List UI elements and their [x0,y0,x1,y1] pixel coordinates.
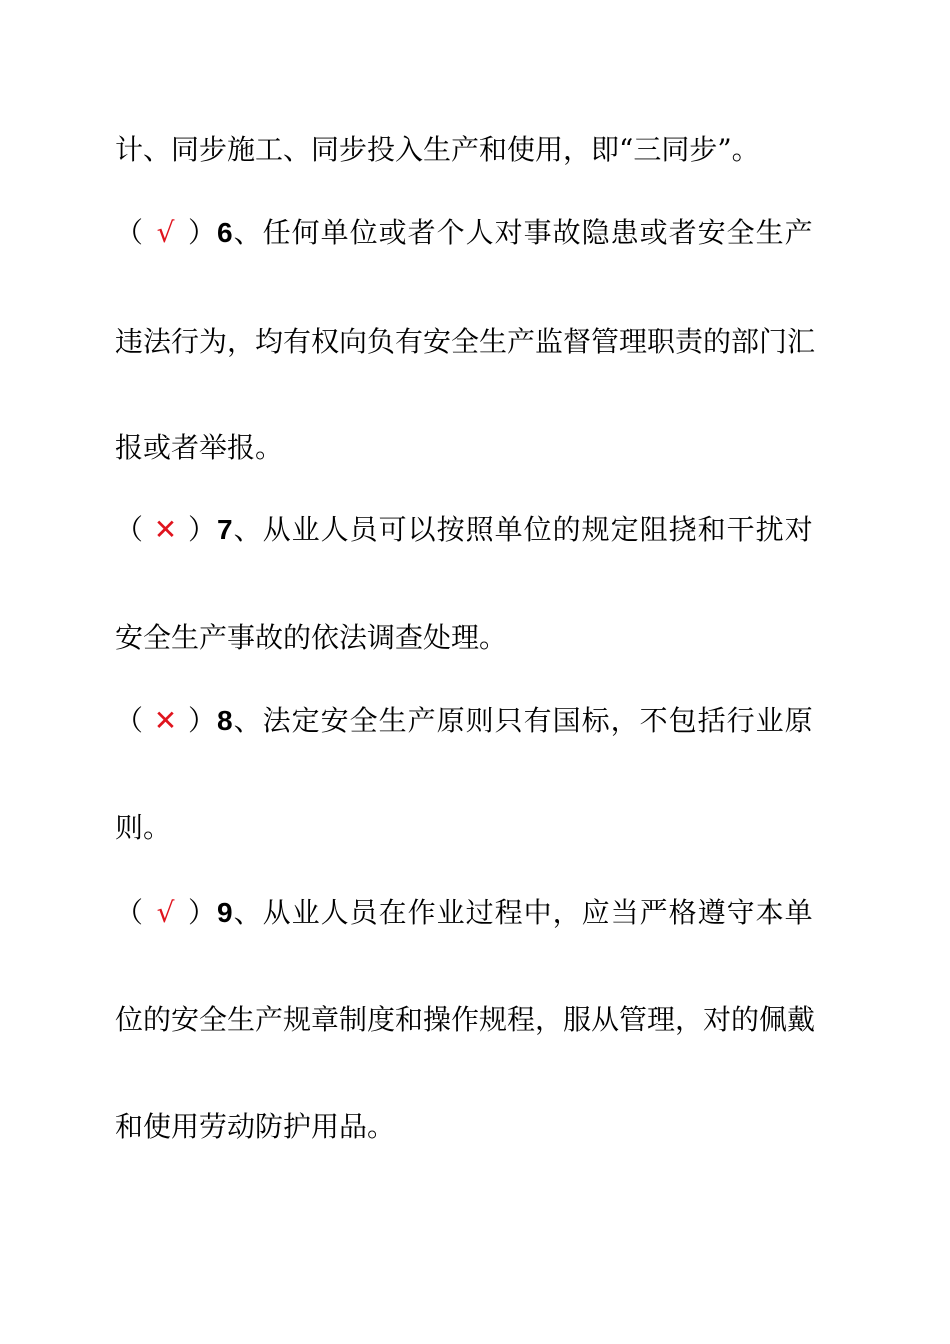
question-8-line: 则。 [115,811,172,844]
question-text: 、从业人员可以按照单位的规定阻挠和干扰对 [233,513,814,546]
question-6-header [115,213,814,253]
question-9-header [115,893,814,933]
question-number: 7 [217,514,234,545]
question-text: 、从业人员在作业过程中，应当严格遵守本单 [233,896,814,929]
question-6-line: 违法行为，均有权向负有安全生产监督管理职责的部门汇 [115,325,816,358]
question-6-line: 报或者举报。 [115,431,284,464]
question-number: 9 [217,897,234,928]
open-paren: （ [115,513,145,546]
close-paren: ） [188,704,218,737]
close-paren: ） [188,216,218,249]
open-paren: （ [115,704,145,737]
question-text: 、法定安全生产原则只有国标，不包括行业原 [233,704,814,737]
question-number: 8 [217,705,234,736]
question-9-line: 和使用劳动防护用品。 [115,1110,396,1143]
open-paren: （ [115,216,145,249]
cross-mark-icon: ✕ [153,513,179,546]
question-7-header [115,510,814,550]
check-mark-icon: √ [156,896,176,929]
question-number: 6 [217,217,234,248]
question-9-line: 位的安全生产规章制度和操作规程，服从管理，对的佩戴 [115,1003,816,1036]
question-8-header [115,701,814,741]
cross-mark-icon: ✕ [153,704,179,737]
close-paren: ） [188,896,218,929]
open-paren: （ [115,896,145,929]
close-paren: ） [188,513,218,546]
question-7-line: 安全生产事故的依法调查处理。 [115,621,508,654]
question-text: 、任何单位或者个人对事故隐患或者安全生产 [233,216,814,249]
check-mark-icon: √ [156,216,176,249]
continuation-text: 计、同步施工、同步投入生产和使用，即“三同步”。 [115,133,760,166]
